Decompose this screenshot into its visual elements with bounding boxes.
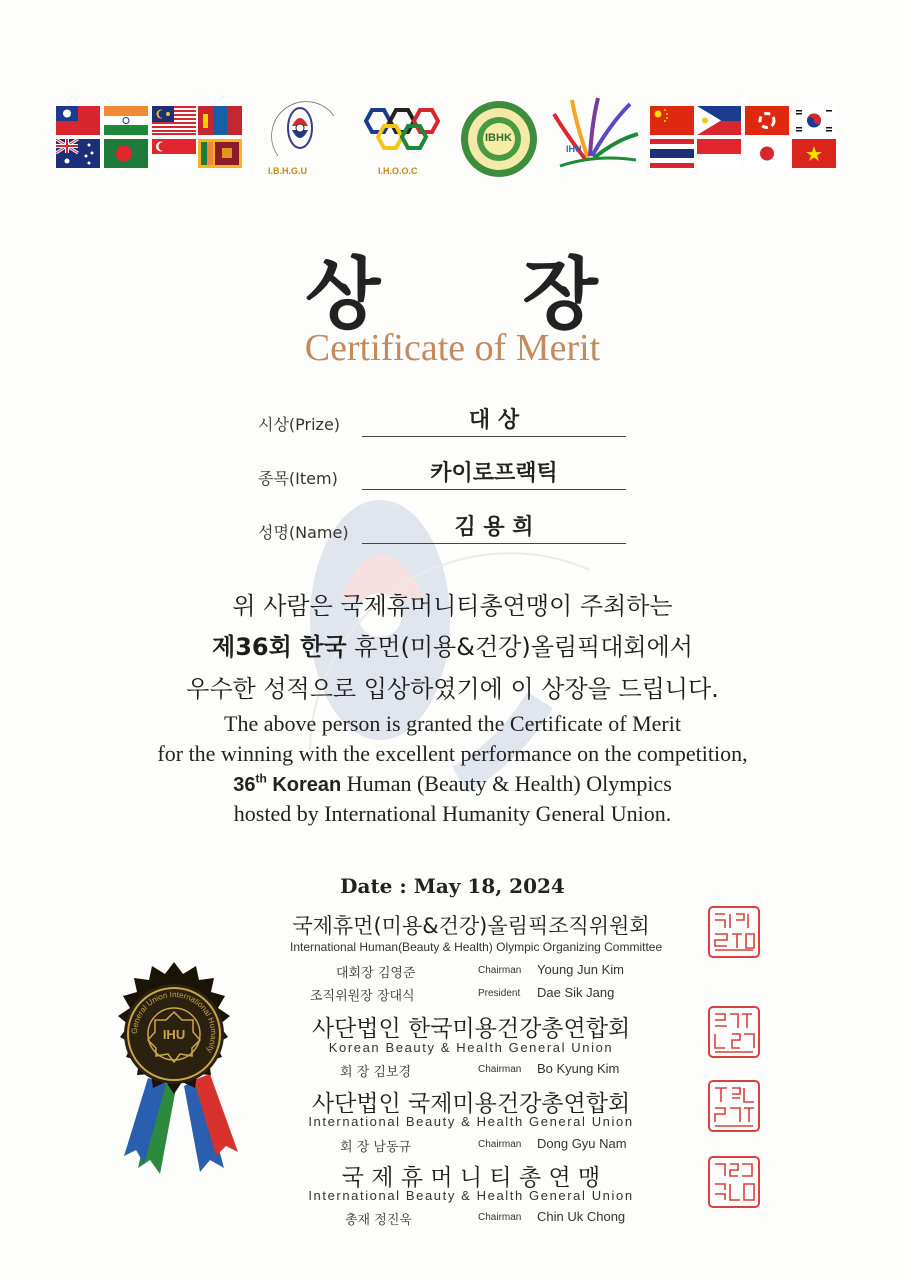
thailand-flag-icon [650, 139, 694, 168]
prize-label: 시상(Prize) [258, 415, 341, 434]
gold-seal-icon [88, 960, 260, 1180]
body-ko-line-3: 우수한 성적으로 입상하였기에 이 상장을 드립니다. [186, 675, 719, 703]
sri-lanka-flag-icon [198, 139, 242, 168]
body-en-line-4: hosted by International Humanity General Union. [233, 801, 672, 826]
org-1-officer-1-name-en: Young Jun Kim [537, 962, 624, 977]
ihu-label: IHU [566, 144, 582, 154]
ihooc-logo [356, 104, 448, 182]
org-1-officer-1-title-en: Chairman [478, 965, 522, 976]
gold-seal-center-text: IHU [162, 1027, 186, 1042]
item-label: 종목(Item) [258, 469, 338, 488]
seal-3-icon [708, 1080, 760, 1132]
org-2-officer-1-name-en: Bo Kyung Kim [537, 1061, 620, 1076]
gold-seal-ring-textpath: General Union International Humanity [129, 989, 219, 1055]
philippines-flag-icon [697, 106, 741, 135]
name-label: 성명(Name) [258, 523, 349, 542]
org-4-name-ko: 국 제 휴 머 니 티 총 연 맹 [341, 1165, 601, 1191]
seal-2-icon [708, 1006, 760, 1058]
seal-4-icon [708, 1156, 760, 1208]
vietnam-flag-icon [792, 139, 836, 168]
body-ko-line-2-rest: 휴먼(미용&건강)올림픽대회에서 [346, 633, 693, 661]
org-4-officer-1-name-en: Chin Uk Chong [537, 1209, 626, 1224]
mongolia-flag-icon [198, 106, 242, 135]
ibhk-logo [456, 96, 542, 182]
date-sep: : [399, 874, 407, 898]
org-4-officer-1-name-ko: 정진욱 [374, 1213, 412, 1228]
date-line [0, 874, 905, 898]
org-2-officer-1-title-ko: 회 장 김보경 [340, 1065, 412, 1080]
title-korean-char-2: 장 [522, 250, 600, 340]
org-4-officer-1-title-ko: 총재 정진욱 [345, 1213, 412, 1228]
ihooc-rings-icon [356, 104, 448, 162]
org-2-officer-1-title-en: Chairman [478, 1064, 522, 1075]
ibhgu-label: I.B.H.G.U [268, 166, 308, 176]
india-flag-icon [104, 106, 148, 135]
ihooc-label: I.H.O.O.C [378, 166, 418, 176]
org-1-officer-1-title-ko: 대회장 김영준 [336, 966, 416, 981]
org-3-officer-1-name-ko: 남동규 [373, 1140, 412, 1155]
org-1-officer-2-title-ko: 조직위원장 장대식 [310, 989, 415, 1004]
org-2-officer-1-name-ko: 김보경 [373, 1065, 412, 1080]
ibhgu-logo [258, 96, 354, 180]
hong-kong-flag-icon [745, 106, 789, 135]
taiwan-flag-icon [56, 106, 100, 135]
title-english: Certificate of Merit [304, 327, 601, 369]
org-3-officer-1-title-ko: 회 장 남동규 [340, 1140, 412, 1155]
name-value: 김 용 희 [362, 510, 626, 544]
org-4-officer-1-title-en: Chairman [478, 1212, 522, 1223]
org-3-officer-1-name-en: Dong Gyu Nam [537, 1136, 627, 1151]
org-2-name-en: Korean Beauty & Health General Union [328, 1040, 614, 1055]
ihu-logo [546, 94, 642, 174]
org-1-name-en: International Human(Beauty & Health) Olympic Organizing Committee [290, 940, 663, 954]
date-label: Date [340, 874, 393, 898]
indonesia-flag-icon [697, 139, 741, 168]
australia-flag-icon [56, 139, 100, 168]
ibhgu-emblem-icon [258, 96, 354, 164]
china-flag-icon [650, 106, 694, 135]
body-en-line-3-sup: th [255, 771, 267, 786]
seal-1-icon [708, 906, 760, 958]
org-1-officer-1-name-ko: 김영준 [377, 966, 416, 981]
item-value: 카이로프랙틱 [362, 456, 626, 490]
body-en-line-3-rest: Human (Beauty & Health) Olympics [346, 771, 672, 796]
japan-flag-icon [745, 139, 789, 168]
body-en-line-1: The above person is granted the Certificate of Merit [224, 711, 681, 736]
korea-flag-icon [792, 106, 836, 135]
body-en-line-3-num: 36 [233, 774, 256, 796]
body-en-line-2: for the winning with the excellent performance on the competition, [157, 741, 748, 766]
body-ko-line-2 [0, 627, 905, 662]
org-1-officer-2-name-ko: 장대식 [376, 989, 415, 1004]
date-value: May 18, 2024 [413, 874, 565, 898]
ibhk-label: IBHK [485, 132, 512, 144]
body-ko-line-2-bold: 제36회 한국 [212, 633, 347, 661]
org-4-name-en: International Beauty & Health General Union [308, 1188, 634, 1203]
body-ko-line-1: 위 사람은 국제휴머니티총연맹이 주최하는 [232, 592, 673, 620]
org-3-officer-1-title-en: Chairman [478, 1139, 522, 1150]
body-en-line-3 [0, 771, 905, 797]
malaysia-flag-icon [152, 106, 196, 135]
title-korean-char-1: 상 [305, 250, 383, 340]
bangladesh-flag-icon [104, 139, 148, 168]
org-1-officer-2-title-en: President [478, 988, 521, 999]
org-3-name-en: International Beauty & Health General Union [308, 1114, 634, 1129]
org-1-name-ko: 국제휴먼(미용&건강)올림픽조직위원회 [292, 914, 650, 938]
ihu-flower-icon [546, 94, 642, 174]
prize-value: 대 상 [362, 403, 626, 437]
org-2-name-ko: 사단법인 한국미용건강총연합회 [311, 1016, 631, 1042]
org-3-name-ko: 사단법인 국제미용건강총연합회 [311, 1091, 631, 1117]
org-1-officer-2-name-en: Dae Sik Jang [537, 985, 615, 1000]
singapore-flag-icon [152, 139, 196, 168]
body-en-line-3-bold: Korean [272, 774, 342, 796]
